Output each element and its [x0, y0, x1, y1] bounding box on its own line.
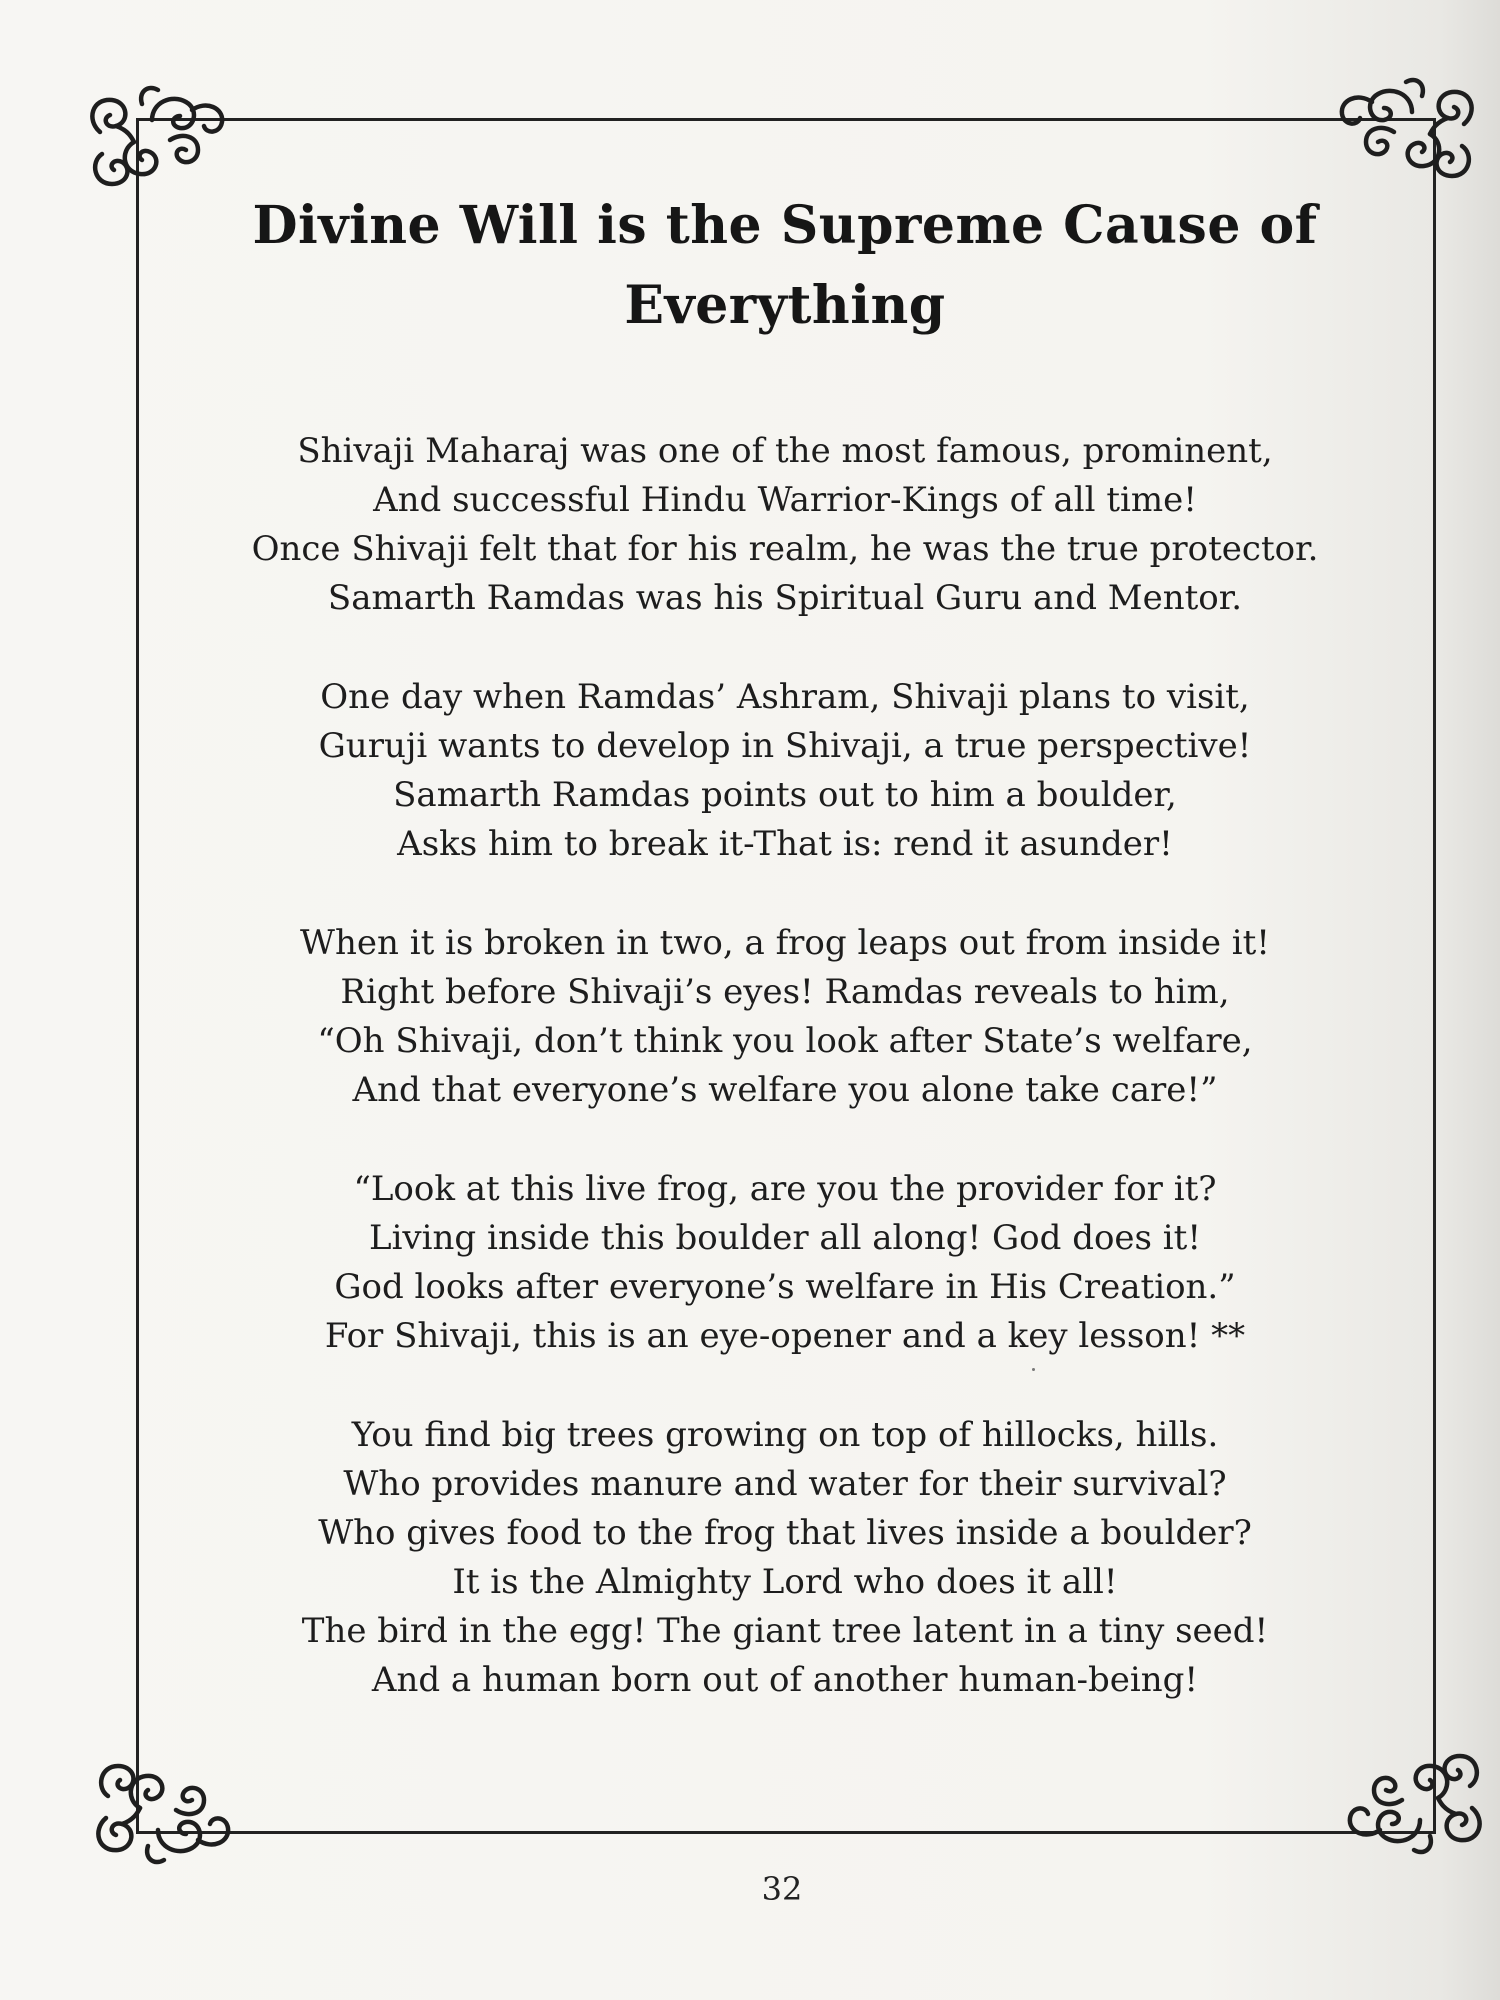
poem-line: Living inside this boulder all along! God does it! [368, 1218, 1202, 1258]
poem-line: Samarth Ramdas points out to him a boulder, [393, 775, 1177, 815]
poem-line: Shivaji Maharaj was one of the most famous, prominent, [297, 431, 1273, 471]
poem-line: And a human born out of another human-being! [371, 1660, 1199, 1700]
corner-ornament-top-right-icon [1332, 72, 1482, 192]
poem-line: Once Shivaji felt that for his realm, he was the true protector. [251, 529, 1319, 569]
poem-line: Samarth Ramdas was his Spiritual Guru and Mentor. [327, 578, 1243, 618]
poem-line: You find big trees growing on top of hillocks, hills. [351, 1415, 1219, 1455]
stanza-2 [170, 673, 1400, 869]
poem-line: The bird in the egg! The giant tree latent in a tiny seed! [301, 1611, 1269, 1651]
paper-speck [1032, 1368, 1035, 1371]
corner-ornament-top-left-icon [82, 80, 232, 200]
poem-line: Guruji wants to develop in Shivaji, a true perspective! [318, 726, 1252, 766]
page-number: 32 [761, 1870, 803, 1908]
poem-line: And successful Hindu Warrior-Kings of all time! [373, 480, 1197, 520]
poem-line: One day when Ramdas’ Ashram, Shivaji plans to visit, [320, 677, 1250, 717]
corner-ornament-bottom-right-icon [1340, 1740, 1490, 1860]
corner-ornament-bottom-left-icon [88, 1750, 238, 1870]
poem-line: Who provides manure and water for their survival? [343, 1464, 1227, 1504]
stanza-1 [170, 427, 1400, 623]
page-title-line-1: Divine Will is the Supreme Cause of [252, 195, 1318, 256]
poem-line: Asks him to break it-That is: rend it asunder! [397, 824, 1173, 864]
poem-line: Who gives food to the frog that lives inside a boulder? [318, 1513, 1252, 1553]
page-title [180, 186, 1390, 346]
stanza-3 [170, 919, 1400, 1115]
poem-line: God looks after everyone’s welfare in His Creation.” [334, 1267, 1236, 1307]
poem-line: “Look at this live frog, are you the provider for it? [353, 1169, 1217, 1209]
poem-line: “Oh Shivaji, don’t think you look after State’s welfare, [317, 1021, 1253, 1061]
poem-line: When it is broken in two, a frog leaps out from inside it! [300, 923, 1270, 963]
stanza-5 [170, 1411, 1400, 1705]
poem-line: For Shivaji, this is an eye-opener and a key lesson! ** [324, 1316, 1246, 1356]
poem-body [170, 427, 1400, 1755]
poem-line: Right before Shivaji’s eyes! Ramdas reveals to him, [340, 972, 1230, 1012]
poem-line: It is the Almighty Lord who does it all! [452, 1562, 1118, 1602]
page-title-line-2: Everything [624, 275, 946, 336]
stanza-4 [170, 1165, 1400, 1361]
poem-line: And that everyone’s welfare you alone take care!” [352, 1070, 1218, 1110]
